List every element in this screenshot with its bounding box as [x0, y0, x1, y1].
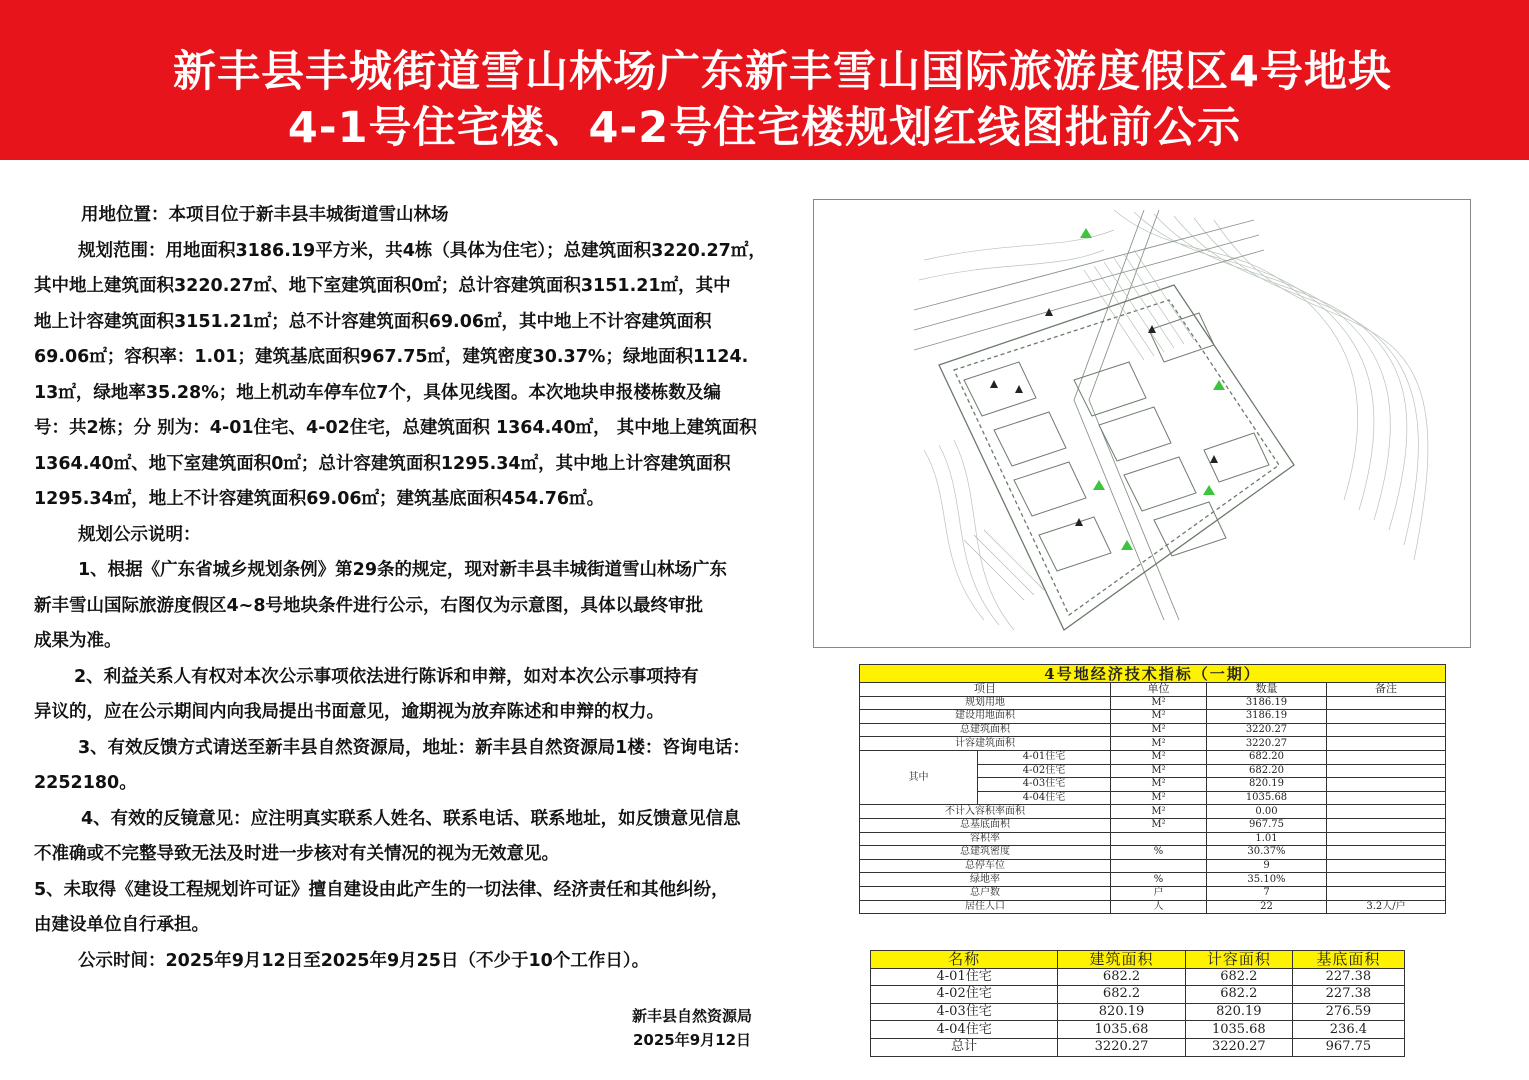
- econ-table-title: 4号地经济技术指标（一期）: [860, 665, 1446, 683]
- site-plan-map: [813, 199, 1471, 648]
- table-row: 绿地率 % 35.10%: [860, 873, 1446, 887]
- building-summary-table: [870, 950, 1405, 1057]
- table-row: 总停车位 9: [860, 859, 1446, 873]
- signature-block: [612, 1004, 772, 1052]
- text-line: 其中地上建筑面积3220.27㎡、地下室建筑面积0㎡；总计容建筑面积3151.21㎡，其中: [34, 276, 731, 296]
- table-row: 4-01住宅 682.2 682.2 227.38: [871, 968, 1405, 986]
- text-line-scope: 规划范围：用地面积3186.19平方米，共4栋（具体为住宅）；总建筑面积3220.27㎡，: [78, 240, 766, 261]
- econ-header-value: 数量: [1207, 683, 1327, 697]
- text-line-item1: 1、根据《广东省城乡规划条例》第29条的规定，现对新丰县丰城街道雪山林场广东: [78, 560, 728, 580]
- table-row: 不计入容积率面积 M² 0.00: [860, 805, 1446, 819]
- table-row: 容积率 1.01: [860, 832, 1446, 846]
- table-row: 计容建筑面积 M² 3220.27: [860, 737, 1446, 751]
- text-line-item5: 5、未取得《建设工程规划许可证》擅自建设由此产生的一切法律、经济责任和其他纠纷，: [34, 879, 729, 900]
- direction-arrows: [990, 308, 1218, 526]
- signature-org: 新丰县自然资源局: [631, 1007, 752, 1025]
- table-row: 4-04住宅 1035.68 1035.68 236.4: [871, 1021, 1405, 1039]
- table-row-total: 总计 3220.27 3220.27 967.75: [871, 1038, 1405, 1056]
- text-line: 1364.40㎡、地下室建筑面积0㎡；总计容建筑面积1295.34㎡，其中地上计容建筑面积: [34, 453, 731, 474]
- summary-header-far-area: 计容面积: [1185, 951, 1292, 969]
- summary-header-name: 名称: [871, 951, 1058, 969]
- text-line-location: 用地位置：本项目位于新丰县丰城街道雪山林场: [81, 205, 449, 225]
- site-boundary: [939, 285, 1294, 630]
- text-line-item3: 3、有效反馈方式请送至新丰县自然资源局，地址：新丰县自然资源局1楼：咨询电话：: [78, 737, 750, 758]
- econ-header-item: 项目: [860, 683, 1111, 697]
- text-line: 新丰雪山国际旅游度假区4~8号地块条件进行公示，右图仅为示意图，具体以最终审批: [34, 595, 704, 616]
- text-line: 69.06㎡；容积率：1.01；建筑基底面积967.75㎡，建筑密度30.37%；绿地面积1124.: [34, 347, 749, 367]
- page-title-line1: 新丰县丰城街道雪山林场广东新丰雪山国际旅游度假区4号地块: [173, 47, 1392, 97]
- text-line: 13㎡，绿地率35.28%；地上机动车停车位7个，具体见线图。本次地块申报楼栋数及编: [34, 382, 721, 403]
- page-title-line2: 4-1号住宅楼、4-2号住宅楼规划红线图批前公示: [287, 103, 1242, 153]
- econ-header-note: 备注: [1327, 683, 1446, 697]
- table-row: 总户数 户 7: [860, 886, 1446, 900]
- text-line: 1295.34㎡，地上不计容建筑面积69.06㎡；建筑基底面积454.76㎡。: [34, 489, 605, 509]
- table-row: 建设用地面积 M² 3186.19: [860, 710, 1446, 724]
- text-line-item4: 4、有效的反镜意见：应注明真实联系人姓名、联系电话、联系地址，如反馈意见信息: [81, 808, 741, 829]
- site-plan-drawing: [814, 200, 1470, 647]
- econ-group-label: 其中: [860, 750, 978, 804]
- summary-header-area: 建筑面积: [1058, 951, 1186, 969]
- table-row: 总建筑密度 % 30.37%: [860, 846, 1446, 860]
- tree-markers: [1080, 228, 1225, 550]
- text-line: 不准确或不完整导致无法及时进一步核对有关情况的视为无效意见。: [34, 844, 559, 864]
- econ-header-unit: 单位: [1111, 683, 1207, 697]
- notice-text: [34, 198, 804, 979]
- text-line-period: 公示时间：2025年9月12日至2025年9月25日（不少于10个工作日）。: [78, 950, 650, 971]
- signature-date: 2025年9月12日: [632, 1031, 752, 1049]
- text-line: 地上计容建筑面积3151.21㎡；总不计容建筑面积69.06㎡，其中地上不计容建筑面积: [34, 311, 712, 332]
- table-row: 总建筑面积 M² 3220.27: [860, 723, 1446, 737]
- table-row: 4-03住宅 M² 820.19: [860, 778, 1446, 792]
- table-row: 总基底面积 M² 967.75: [860, 818, 1446, 832]
- text-line-item2: 2、利益关系人有权对本次公示事项依法进行陈诉和申辩，如对本次公示事项持有: [74, 666, 699, 687]
- table-row: 规划用地 M² 3186.19: [860, 696, 1446, 710]
- text-line: 2252180。: [34, 773, 137, 793]
- text-line: 号：共2栋；分 别为：4-01住宅、4-02住宅，总建筑面积 1364.40㎡， 其中地上建筑面积: [34, 418, 757, 438]
- summary-header-base-area: 基底面积: [1292, 951, 1404, 969]
- text-line: 异议的，应在公示期间内向我局提出书面意见，逾期视为放弃陈述和申辩的权力。: [34, 702, 664, 722]
- economic-indicators-table: [859, 664, 1446, 914]
- table-row: 4-03住宅 820.19 820.19 276.59: [871, 1003, 1405, 1021]
- text-line-heading: 规划公示说明：: [78, 524, 201, 545]
- table-row: 其中 4-01住宅 M² 682.20: [860, 750, 1446, 764]
- table-row: 4-02住宅 M² 682.20: [860, 764, 1446, 778]
- contour-lines: [919, 210, 1428, 630]
- text-line: 成果为准。: [34, 631, 122, 651]
- text-line: 由建设单位自行承担。: [34, 915, 209, 935]
- table-row: 4-04住宅 M² 1035.68: [860, 791, 1446, 805]
- table-row: 4-02住宅 682.2 682.2 227.38: [871, 986, 1405, 1004]
- table-row: 居住人口 人 22 3.2人/户: [860, 900, 1446, 914]
- header-banner: [0, 0, 1529, 160]
